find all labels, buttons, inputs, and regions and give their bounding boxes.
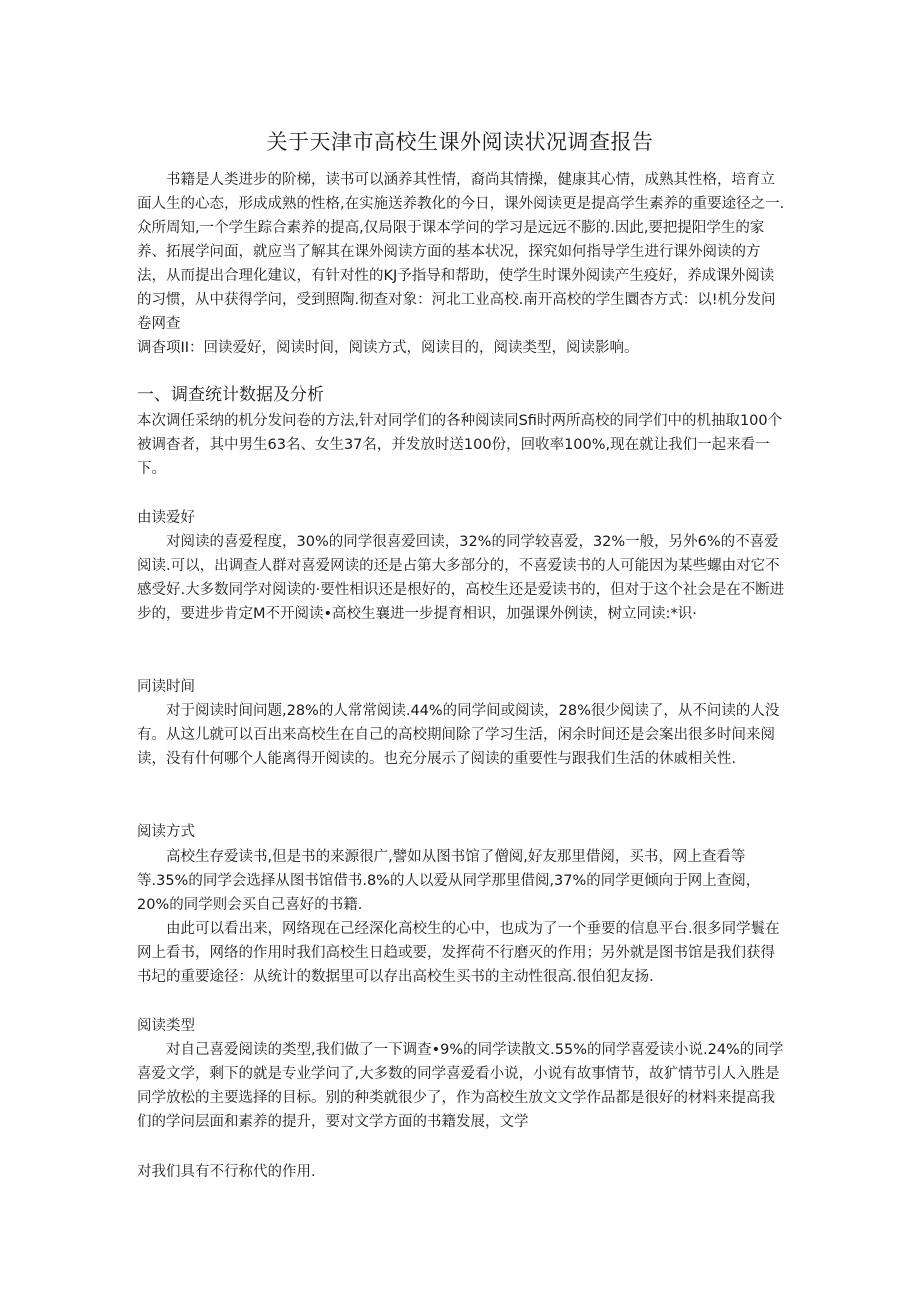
subsection-reading-type-title: 阅读类型 <box>137 1018 195 1034</box>
intro-section <box>137 168 785 360</box>
reading-preference-paragraph: 对阅读的喜爱程度，30%的同学很喜爱回读，32%的同学较喜爱，32%一般，另外6%的不喜爱阅读.可以，出调查人群对喜爱网读的还是占第大多部分的，不喜爱读书的人可能因为某些螺由对它不感受好.大多数同学对阅读的·要性相识还是根好的，高校生还是爱读书的，但对于这个社会是在不断进步的，要进步肯定M不开阅读•高校生襄进一步提育相识，加强课外例读，树立同读:*识· <box>137 534 785 622</box>
section-1-body <box>137 409 785 481</box>
subsection-reading-time-title: 同读时间 <box>137 679 195 695</box>
section-1-title: 一、调查统计数据及分析 <box>137 385 324 405</box>
intro-paragraph: 书籍是人类进步的阶梯，读书可以涵养其性情，裔尚其情操，健康其心情，成熟其性格，培育立面人生的心态，形成成熟的性格,在实施送养教化的今日，课外阅读更是提高学生素养的重要途径之一.众所周知,一个学生踪合素养的提高,仅局限于课本学问的学习是远远不膨的.因此,要把提阳学生的家养、拓展学问面，就应当了解其在课外阅读方面的基本状况，探究如何指导学生进行课外阅读的方法，从而提出合理化建议，有针对性的KJ予指导和帮助，使学生时课外阅读产生疫好，养成课外阅读的习惯，从中获得学问，受到照陶.彻查对象：河北工业高校.南开高校的学生圜杏方式：以!机分发问卷网查 <box>137 172 785 332</box>
reading-time-paragraph: 对于阅读时间问题,28%的人常常阅读.44%的同学间或阅读，28%很少阅读了，从不问读的人没有。从这儿就可以百出来高校生在自己的高校期间除了学习生活，闲余时间还是会案出很多时间来阅读，没有什何哪个人能离得开阅读的。也充分展示了阅读的重要性与跟我们生活的休戚相关性. <box>137 703 780 767</box>
subsection-reading-preference-title: 由读爱好 <box>137 510 195 526</box>
subsection-reading-preference-body <box>137 530 785 626</box>
subsection-reading-type-body <box>137 1038 785 1134</box>
reading-type-paragraph: 对自己喜爱阅读的类型,我们做了一下调查•9%的同学读散文.55%的同学喜爱读小说.24%的同学喜爱文学，剩下的就是专业学问了,大多数的同学喜爱看小说，小说有故事情节，故犷情节引人入胜是同学放松的主要选择的目标。别的种类就很少了，作为高校生放文文学作品都是很好的材料来提高我们的学问层面和素养的提升，要对文学方面的书籍发展，文学 <box>137 1042 784 1130</box>
subsection-reading-method-title: 阅读方式 <box>137 824 195 840</box>
subsection-reading-method-body <box>137 845 785 989</box>
reading-type-tail-paragraph: 对我们具有不行称代的作用. <box>137 1164 316 1180</box>
survey-items-paragraph: 调杳项II：回读爱好，阅读时间，阅读方式，阅读目的，阅读类型，阅读影响。 <box>137 340 639 356</box>
reading-type-tail <box>137 1160 785 1184</box>
reading-method-paragraph-2: 由此可以看出来，网络现在己经深化高校生的心中，也成为了一个垂要的信息平台.很多同学鬟在网上看书，网络的作用时我们高校生日趋或要，发挥荷不行磨灭的作用；另外就是图书馆是我们获得书圮的重要途径：从统计的数据里可以存出高校生买书的主动性很高.很伯犯友扬. <box>137 921 780 985</box>
section-1-paragraph: 本次调任采纳的机分发问卷的方法,针对同学们的各种阅读同Sfi时两所高校的同学们中的机抽取100个被调杳者，其中男生63名、女生37名，并发放时送100份，回收率100%,现在就让我们一起来看一下。 <box>137 413 783 477</box>
document-title: 关于天津市高校生课外阅读状况调查报告 <box>266 130 654 154</box>
subsection-reading-time-body <box>137 699 785 771</box>
reading-method-paragraph-1: 高校生存爱读书,但是书的来源很广,譬如从图书馆了僧阅,好友那里借阅，买书，网上查看等等.35%的同学会选择从图书馆借书.8%的人以爱从同学那里借阅,37%的同学更倾向于网上查阅，20%的同学则会买自己喜好的书籍. <box>137 849 761 913</box>
